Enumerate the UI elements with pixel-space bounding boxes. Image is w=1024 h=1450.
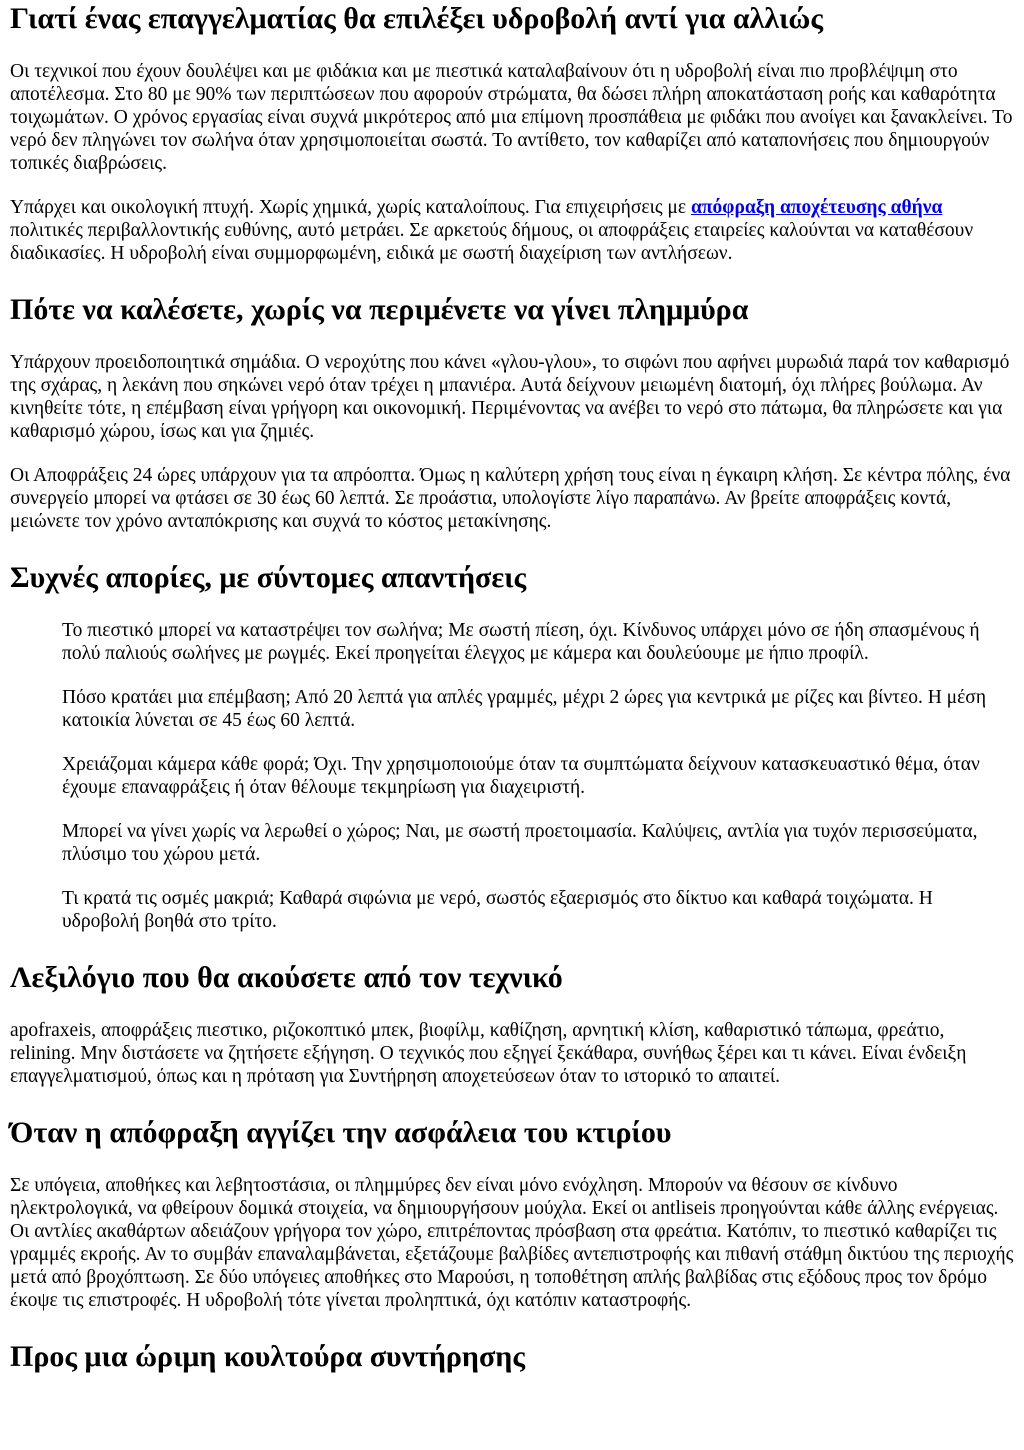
faq-item: Πόσο κρατάει μια επέμβαση; Από 20 λεπτά για απλές γραμμές, μέχρι 2 ώρες για κεντρικά με ρίζες και βίντεο. Η μέση κατοικία λύνεται σε 45 έως 60 λεπτά. <box>62 687 987 731</box>
section-heading: Γιατί ένας επαγγελματίας θα επιλέξει υδροβολή αντί για αλλιώς <box>10 2 823 35</box>
inline-link[interactable]: απόφραξη αποχέτευσης αθήνα <box>690 197 943 218</box>
paragraph: Οι τεχνικοί που έχουν δουλέψει και με φιδάκια και με πιεστικά καταλαβαίνουν ότι η υδροβολή είναι πιο προβλέψιμη στο αποτέλεσμα. Στο 80 με 90% των περιπτώσεων που αφορούν στρώματα, θα δώσει πλήρη αποκατάσταση ροής και καθαρότητα τοιχωμάτων. Ο χρόνος εργασίας είναι συχνά μικρότερος από μια επίμονη προσπάθεια με φιδάκι που ανοίγει και ξανακλείνει. Το νερό δεν πληγώνει τον σωλήνα όταν χρησιμοποιείται σωστά. Το αντίθετο, τον καθαρίζει από καταπονήσεις που δημιουργούν τοπικές διαβρώσεις. <box>10 61 1013 174</box>
paragraph: Υπάρχουν προειδοποιητικά σημάδια. Ο νεροχύτης που κάνει «γλου-γλου», το σιφώνι που αφήνει μυρωδιά παρά τον καθαρισμό της σχάρας, η λεκάνη που σηκώνει νερό όταν τρέχει η μπανιέρα. Αυτά δείχνουν μειωμένη διατομή, όχι πλήρες βούλωμα. Αν κινηθείτε τότε, η επέμβαση είναι γρήγορη και οικονομική. Περιμένοντας να ανέβει το νερό στο πάτωμα, θα πληρώσετε και για καθαρισμό χώρου, ίσως και για ζημιές. <box>10 352 1010 442</box>
section-heading: Λεξιλόγιο που θα ακούσετε από τον τεχνικό <box>10 961 563 994</box>
text: πολιτικές περιβαλλοντικής ευθύνης, αυτό μετράει. Σε αρκετούς δήμους, οι αποφράξεις εταιρείες καλούνται να καταθέσουν διαδικασίες. Η υδροβολή είναι συμμορφωμένη, ειδικά με σωστή διαχείριση των αντλήσεων. <box>10 220 974 264</box>
section-heading: Προς μια ώριμη κουλτούρα συντήρησης <box>10 1340 525 1373</box>
section-heading: Συχνές απορίες, με σύντομες απαντήσεις <box>10 561 527 594</box>
paragraph-with-link <box>10 196 1014 265</box>
section-heading: Πότε να καλέσετε, χωρίς να περιμένετε να γίνει πλημμύρα <box>10 293 749 326</box>
text: Υπάρχει και οικολογική πτυχή. Χωρίς χημικά, χωρίς καταλοίπους. Για επιχειρήσεις με <box>10 197 691 218</box>
faq-item: Το πιεστικό μπορεί να καταστρέψει τον σωλήνα; Με σωστή πίεση, όχι. Κίνδυνος υπάρχει μόνο σε ήδη σπασμένους ή πολύ παλιούς σωλήνες με ρωγμές. Εκεί προηγείται έλεγχος με κάμερα και δουλεύουμε με ήπιο προφίλ. <box>62 620 980 664</box>
paragraph: Σε υπόγεια, αποθήκες και λεβητοστάσια, οι πλημμύρες δεν είναι μόνο ενόχληση. Μπορούν να θέσουν σε κίνδυνο ηλεκτρολογικά, να φθείρουν δομικά στοιχεία, να δημιουργήσουν μούχλα. Εκεί οι antliseis προηγούνται κάθε άλλης ενέργειας. Οι αντλίες ακαθάρτων αδειάζουν γρήγορα τον χώρο, επιτρέποντας πρόσβαση στα φρεάτια. Κατόπιν, το πιεστικό καθαρίζει τις γραμμές εκροής. Αν το συμβάν επαναλαμβάνεται, εξετάζουμε βαλβίδες αντεπιστροφής και πιθανή στάθμη δικτύου της περιοχής μετά από βροχόπτωση. Σε δύο υπόγειες αποθήκες στο Μαρούσι, η τοποθέτηση απλής βαλβίδας στις εξόδους προς τον δρόμο έκοψε τις επιστροφές. Η υδροβολή τότε γίνεται προληπτικά, όχι κατόπιν καταστροφής. <box>10 1175 1014 1311</box>
paragraph: apofraxeis, αποφράξεις πιεστικο, ριζοκοπτικό μπεκ, βιοφίλμ, καθίζηση, αρνητική κλίση, καθαριστικό τάπωμα, φρεάτιο, relining. Μην διστάσετε να ζητήσετε εξήγηση. Ο τεχνικός που εξηγεί ξεκάθαρα, συνήθως ξέρει και τι κάνει. Είναι ένδειξη επαγγελματισμού, όπως και η πρόταση για Συντήρηση αποχετεύσεων όταν το ιστορικό το απαιτεί. <box>10 1020 967 1087</box>
paragraph: Οι Αποφράξεις 24 ώρες υπάρχουν για τα απρόοπτα. Όμως η καλύτερη χρήση τους είναι η έγκαιρη κλήση. Σε κέντρα πόλης, ένα συνεργείο μπορεί να φτάσει σε 30 έως 60 λεπτά. Σε προάστια, υπολογίστε λίγο παραπάνω. Αν βρείτε αποφράξεις κοντά, μειώνετε τον χρόνο ανταπόκρισης και συχνά το κόστος μετακίνησης. <box>10 465 1011 532</box>
faq-item: Τι κρατά τις οσμές μακριά; Καθαρά σιφώνια με νερό, σωστός εξαερισμός στο δίκτυο και καθαρά τοιχώματα. Η υδροβολή βοηθά στο τρίτο. <box>62 888 933 932</box>
faq-item: Χρειάζομαι κάμερα κάθε φορά; Όχι. Την χρησιμοποιούμε όταν τα συμπτώματα δείχνουν κατασκευαστικό θέμα, όταν έχουμε επαναφράξεις ή όταν θέλουμε τεκμηρίωση για διαχειριστή. <box>62 754 980 798</box>
section-heading: Όταν η απόφραξη αγγίζει την ασφάλεια του κτιρίου <box>10 1116 672 1149</box>
faq-list <box>62 619 1014 933</box>
faq-item: Μπορεί να γίνει χωρίς να λερωθεί ο χώρος; Ναι, με σωστή προετοιμασία. Καλύψεις, αντλία για τυχόν περισσεύματα, πλύσιμο του χώρου μετά. <box>62 821 978 865</box>
